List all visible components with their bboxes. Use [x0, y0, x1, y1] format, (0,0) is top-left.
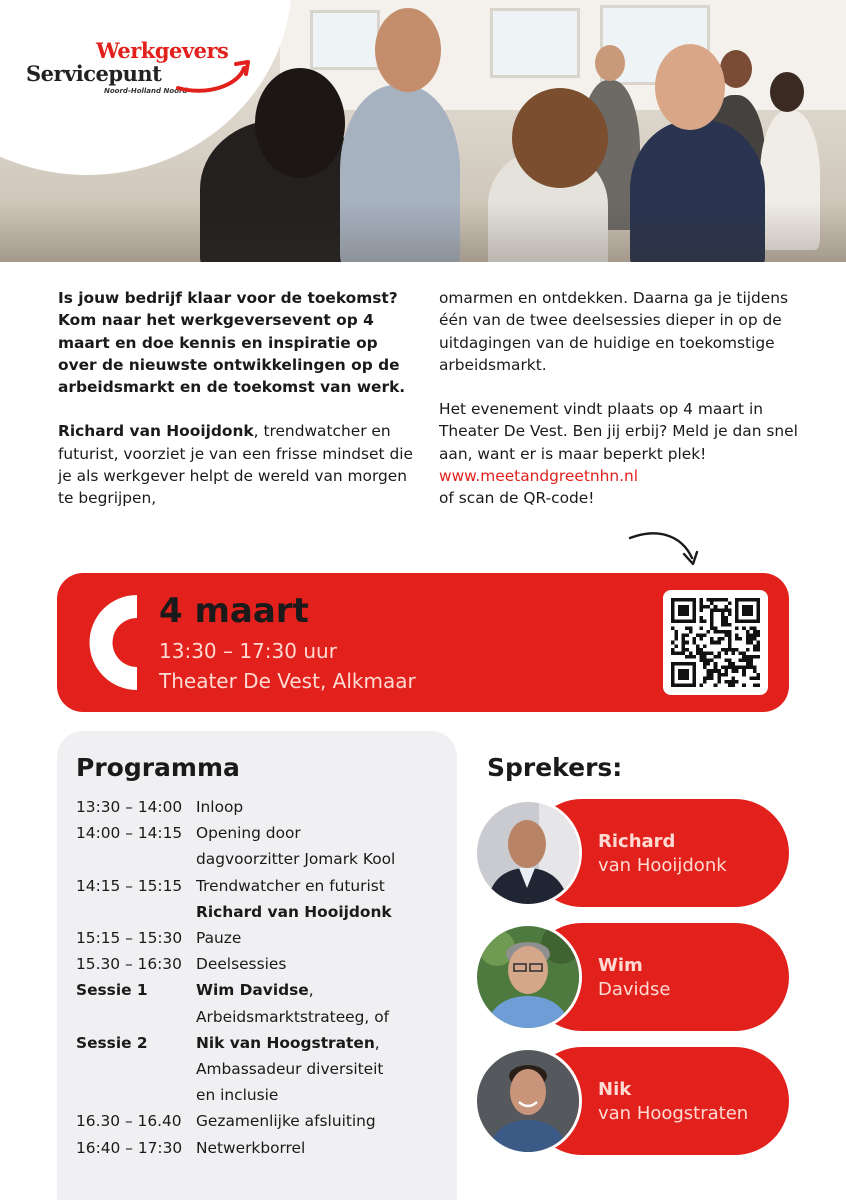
- event-location: Theater De Vest, Alkmaar: [159, 669, 416, 693]
- schedule-description-rest: ,: [308, 981, 314, 1000]
- schedule-time: 16:40 – 17:30: [76, 1138, 183, 1157]
- schedule-time: Sessie 1: [76, 981, 148, 1000]
- qr-code-icon: [671, 598, 760, 687]
- schedule-time: 16.30 – 16.40: [76, 1112, 182, 1131]
- programme-schedule: [76, 794, 456, 1161]
- schedule-description: Deelsessies: [196, 955, 287, 974]
- logo-swoosh-icon: [176, 56, 256, 96]
- registration-link[interactable]: www.meetandgreetnhn.nl: [439, 467, 639, 486]
- schedule-description: en inclusie: [196, 1086, 279, 1105]
- schedule-row: [76, 1056, 456, 1082]
- intro-right-column: [439, 287, 809, 510]
- schedule-description: Trendwatcher en futurist: [196, 876, 385, 895]
- schedule-time: [76, 1082, 196, 1108]
- event-date: 4 maart: [159, 591, 309, 631]
- curved-arrow-icon: [626, 528, 706, 574]
- speaker-last-name: Davidse: [598, 979, 671, 1000]
- schedule-time: [76, 1004, 196, 1030]
- schedule-speaker-name: Nik van Hoogstraten: [196, 1033, 375, 1052]
- event-time: 13:30 – 17:30 uur: [159, 639, 337, 663]
- speaker-card-wim: [474, 923, 789, 1031]
- schedule-time: 14:00 – 14:15: [76, 824, 183, 843]
- schedule-time: [76, 899, 196, 925]
- schedule-row: [76, 1108, 456, 1134]
- schedule-row: [76, 899, 456, 925]
- schedule-description: [196, 977, 456, 1003]
- schedule-time: 15.30 – 16:30: [76, 955, 182, 974]
- intro-left-column: [58, 287, 418, 532]
- intro-speaker-text: , trendwatcher en futurist, voorziet je van een frisse mindset die je als werkgever helpt de wereld van morgen te begrijpen,: [58, 422, 413, 508]
- schedule-row: [76, 1030, 456, 1056]
- schedule-time: 15:15 – 15:30: [76, 929, 183, 948]
- speaker-first-name: Wim: [598, 955, 643, 976]
- schedule-row: [76, 820, 456, 846]
- schedule-description: [196, 1030, 456, 1056]
- intro-continuation: omarmen en ontdekken. Daarna ga je tijdens één van de twee deelsessies dieper in op de uitdagingen van de huidige en toekomstige arbeidsmarkt.: [439, 289, 789, 374]
- schedule-row: [76, 1135, 456, 1161]
- brand-arc-icon: [85, 595, 137, 690]
- intro-speaker-name: Richard van Hooijdonk: [58, 422, 254, 441]
- schedule-time: 13:30 – 14:00: [76, 798, 183, 816]
- speaker-last-name: van Hoogstraten: [598, 1103, 749, 1124]
- schedule-description: Gezamenlijke afsluiting: [196, 1112, 376, 1131]
- schedule-description: Inloop: [196, 798, 244, 816]
- speaker-photo-avatar: [474, 1047, 582, 1155]
- schedule-row: [76, 977, 456, 1003]
- speaker-first-name: Richard: [598, 831, 676, 852]
- speaker-photo-avatar: [474, 923, 582, 1031]
- schedule-description: Pauze: [196, 929, 242, 948]
- logo-tagline: Noord-Holland Noord: [104, 87, 188, 95]
- speaker-last-name: van Hooijdonk: [598, 855, 727, 876]
- schedule-description: Arbeidsmarktstrateeg, of: [196, 1007, 390, 1026]
- schedule-description: Ambassadeur diversiteit: [196, 1060, 384, 1079]
- speaker-card-richard: [474, 799, 789, 907]
- schedule-row: [76, 873, 456, 899]
- speakers-title: Sprekers:: [487, 753, 623, 782]
- schedule-time: Sessie 2: [76, 1033, 148, 1052]
- schedule-speaker-name: Wim Davidse: [196, 981, 309, 1000]
- qr-code[interactable]: [663, 590, 768, 695]
- schedule-row: [76, 1082, 456, 1108]
- intro-headline: Is jouw bedrijf klaar voor de toekomst? Kom naar het werkgeversevent op 4 maart en doe kennis en inspiratie op over de nieuwste ontwikkelingen op de arbeidsmarkt en de toekomst van werk.: [58, 289, 406, 397]
- schedule-row: [76, 794, 456, 820]
- speaker-first-name: Nik: [598, 1079, 632, 1100]
- intro-speaker-paragraph: [58, 420, 418, 509]
- speaker-card-nik: [474, 1047, 789, 1155]
- schedule-description: Netwerkborrel: [196, 1138, 306, 1157]
- schedule-row: [76, 925, 456, 951]
- schedule-description: Opening door: [196, 824, 301, 843]
- intro-event-info: Het evenement vindt plaats op 4 maart in Theater De Vest. Ben jij erbij? Meld je dan snel aan, want er is maar beperkt plek!: [439, 400, 798, 463]
- event-banner: [57, 573, 789, 712]
- programme-title: Programma: [76, 753, 240, 782]
- schedule-description: dagvoorzitter Jomark Kool: [196, 850, 396, 869]
- schedule-row: [76, 951, 456, 977]
- qr-hint: of scan de QR-code!: [439, 489, 595, 508]
- programme-panel: [57, 731, 457, 1200]
- schedule-row: [76, 846, 456, 872]
- logo-word-servicepunt: Servicepunt: [26, 61, 162, 86]
- schedule-row: [76, 1004, 456, 1030]
- schedule-description: Richard van Hooijdonk: [196, 902, 392, 921]
- schedule-time: 14:15 – 15:15: [76, 876, 183, 895]
- company-logo: [26, 38, 256, 100]
- schedule-time: [76, 846, 196, 872]
- speaker-photo-avatar: [474, 799, 582, 907]
- schedule-description-rest: ,: [374, 1033, 380, 1052]
- logo-word-werkgevers: Werkgevers: [96, 38, 229, 63]
- schedule-time: [76, 1056, 196, 1082]
